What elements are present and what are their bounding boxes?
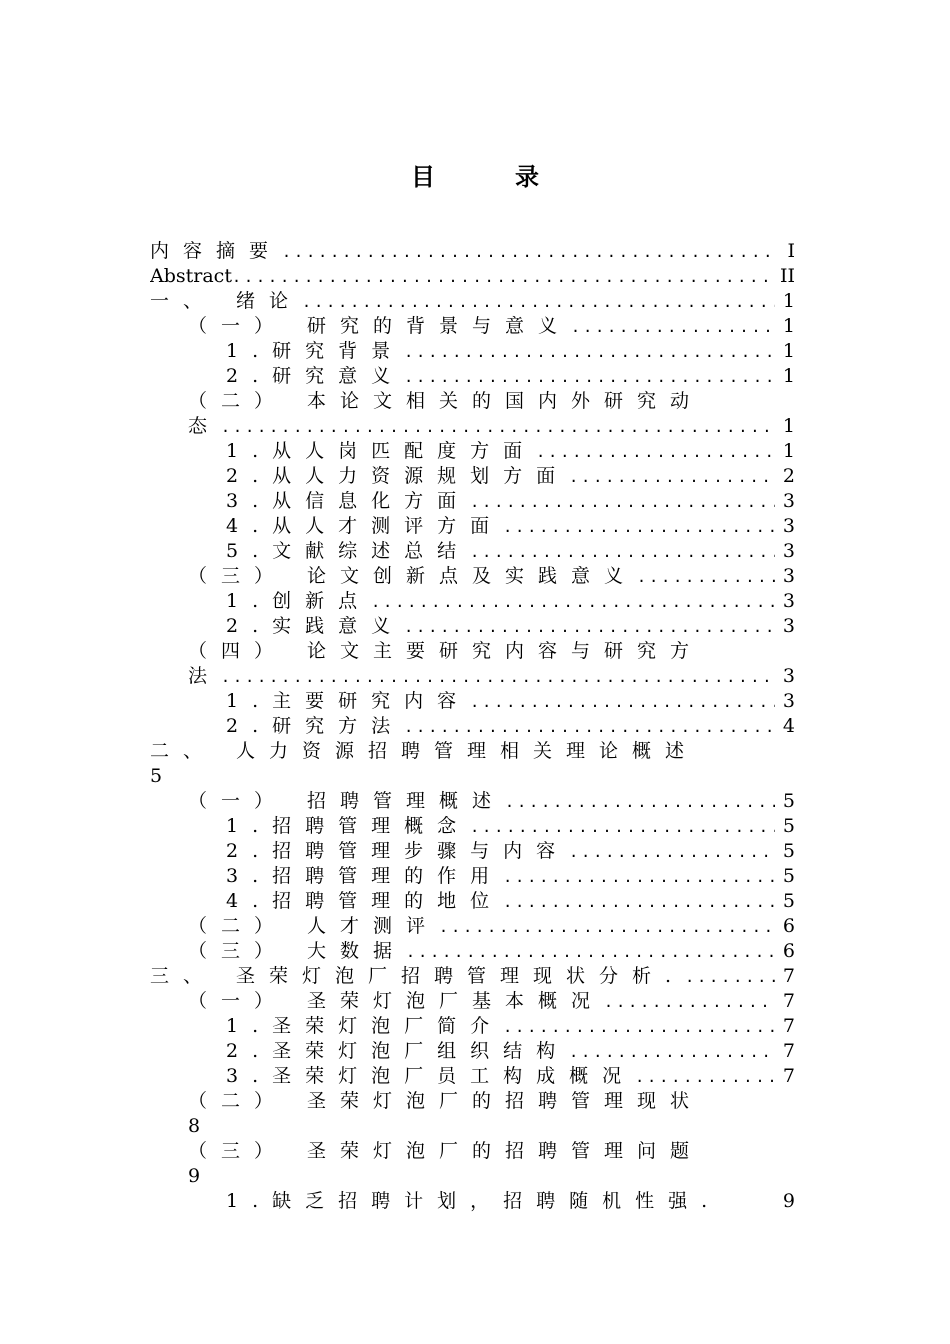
toc-entry[interactable] bbox=[150, 589, 795, 614]
toc-leader-dots bbox=[569, 840, 775, 864]
toc-entry-label: （一） 招聘管理概述 bbox=[188, 790, 506, 812]
toc-entry[interactable] bbox=[150, 489, 795, 514]
toc-entry[interactable] bbox=[150, 639, 795, 664]
toc-entry[interactable] bbox=[150, 939, 795, 964]
toc-entry-label: 3.招聘管理的作用 bbox=[226, 865, 504, 887]
title-char-left: 目 bbox=[411, 163, 435, 191]
toc-page-number: 3 bbox=[782, 565, 795, 587]
toc-page-number: 3 bbox=[782, 690, 795, 712]
toc-entry-label: （二） 本论文相关的国内外研究动 bbox=[188, 390, 704, 412]
toc-entry-label-cont: 法 bbox=[188, 665, 222, 687]
toc-leader-dots bbox=[569, 1040, 775, 1064]
toc-entry[interactable] bbox=[150, 1139, 795, 1164]
toc-page-number: 7 bbox=[782, 990, 795, 1012]
toc-entry-label: 5.文献综述总结 bbox=[226, 540, 471, 562]
toc-page-number: 3 bbox=[782, 665, 795, 687]
toc-page-number: 1 bbox=[782, 365, 795, 387]
toc-page-number: 7 bbox=[782, 965, 795, 987]
toc-page-number: 9 bbox=[782, 1190, 795, 1212]
toc-entry-label: （一） 圣荣灯泡厂基本概况 bbox=[188, 990, 605, 1012]
table-of-contents bbox=[150, 239, 795, 1214]
toc-entry-label: 2.研究方法 bbox=[226, 715, 405, 737]
toc-entry-label: 3.从信息化方面 bbox=[226, 490, 471, 512]
toc-page-number: 1 bbox=[782, 290, 795, 312]
page-title bbox=[0, 160, 950, 194]
toc-page-number: 5 bbox=[782, 840, 795, 862]
toc-page-number: 1 bbox=[782, 340, 795, 362]
toc-leader-dots bbox=[503, 890, 775, 914]
toc-entry-continuation[interactable] bbox=[150, 414, 795, 439]
toc-leader-dots bbox=[470, 815, 775, 839]
toc-page-number: 3 bbox=[782, 515, 795, 537]
toc-entry[interactable] bbox=[150, 514, 795, 539]
toc-entry-label: 4.招聘管理的地位 bbox=[226, 890, 504, 912]
toc-entry-continuation[interactable] bbox=[150, 664, 795, 689]
toc-entry-label: 2.从人力资源规划方面 bbox=[226, 465, 570, 487]
toc-entry-label: 4.从人才测评方面 bbox=[226, 515, 504, 537]
toc-page-number: 3 bbox=[782, 615, 795, 637]
toc-leader-dots bbox=[571, 315, 775, 339]
toc-entry[interactable] bbox=[150, 464, 795, 489]
toc-leader-dots bbox=[503, 865, 775, 889]
toc-leader-dots bbox=[232, 265, 774, 289]
toc-page-number: I bbox=[787, 240, 795, 262]
toc-leader-dots bbox=[536, 440, 775, 464]
toc-page-number: 7 bbox=[782, 1015, 795, 1037]
toc-entry-label: 3.圣荣灯泡厂员工构成概况 bbox=[226, 1065, 636, 1087]
toc-entry[interactable] bbox=[150, 989, 795, 1014]
toc-entry-label: （二） 人才测评 bbox=[188, 915, 440, 937]
toc-entry-label: （三） 圣荣灯泡厂的招聘管理问题 bbox=[188, 1140, 704, 1162]
toc-leader-dots bbox=[404, 615, 775, 639]
toc-leader-dots bbox=[635, 1065, 775, 1089]
toc-entry-label: （三） 大数据 bbox=[188, 940, 407, 962]
toc-leader-dots bbox=[404, 365, 775, 389]
toc-entry[interactable] bbox=[150, 839, 795, 864]
toc-leader-dots bbox=[221, 415, 775, 439]
toc-leader-dots bbox=[302, 290, 775, 314]
toc-entry-label: 2.研究意义 bbox=[226, 365, 405, 387]
toc-leader-dots bbox=[604, 990, 775, 1014]
toc-entry[interactable] bbox=[150, 364, 795, 389]
toc-entry-label: 1.招聘管理概念 bbox=[226, 815, 471, 837]
toc-entry-label: （三） 论文创新点及实践意义 bbox=[188, 565, 638, 587]
toc-page-number: 1 bbox=[782, 415, 795, 437]
toc-entry[interactable] bbox=[150, 1039, 795, 1064]
toc-entry-label: （一） 研究的背景与意义 bbox=[188, 315, 572, 337]
toc-page-number: 8 bbox=[188, 1115, 201, 1137]
toc-leader-dots bbox=[637, 565, 775, 589]
toc-entry[interactable] bbox=[150, 1089, 795, 1114]
toc-entry[interactable] bbox=[150, 239, 795, 264]
toc-entry[interactable] bbox=[150, 1064, 795, 1089]
toc-entry-label: （四） 论文主要研究内容与研究方 bbox=[188, 640, 704, 662]
toc-leader-dots bbox=[470, 540, 775, 564]
toc-entry-label: 1.圣荣灯泡厂简介 bbox=[226, 1015, 504, 1037]
toc-page-number: 5 bbox=[782, 890, 795, 912]
toc-page-number: 5 bbox=[782, 815, 795, 837]
toc-entry[interactable] bbox=[150, 864, 795, 889]
toc-entry-label: （二） 圣荣灯泡厂的招聘管理现状 bbox=[188, 1090, 704, 1112]
toc-leader-dots bbox=[439, 915, 775, 939]
toc-leader-dots bbox=[406, 940, 775, 964]
toc-entry[interactable] bbox=[150, 339, 795, 364]
toc-entry[interactable] bbox=[150, 814, 795, 839]
toc-entry-label: 二、 人力资源招聘管理相关理论概述 bbox=[150, 740, 699, 762]
toc-leader-dots bbox=[503, 515, 775, 539]
toc-entry[interactable] bbox=[150, 564, 795, 589]
toc-entry-label: 内容摘要 bbox=[150, 240, 283, 262]
toc-page-number: II bbox=[779, 265, 795, 287]
toc-leader-dots bbox=[404, 340, 775, 364]
toc-page-number: 5 bbox=[150, 765, 163, 787]
toc-entry[interactable] bbox=[150, 439, 795, 464]
toc-entry-label: 三、 圣荣灯泡厂招聘管理现状分析. bbox=[150, 965, 686, 987]
toc-page-number: 6 bbox=[782, 940, 795, 962]
toc-page-number: 1 bbox=[782, 440, 795, 462]
toc-page-number: 2 bbox=[782, 465, 795, 487]
toc-entry[interactable] bbox=[150, 914, 795, 939]
toc-entry-label: 2.实践意义 bbox=[226, 615, 405, 637]
toc-entry-label: 一、 绪论 bbox=[150, 290, 303, 312]
toc-leader-dots bbox=[371, 590, 775, 614]
toc-page-number: 9 bbox=[188, 1165, 201, 1187]
toc-entry-label: 1.研究背景 bbox=[226, 340, 405, 362]
toc-page-number: 3 bbox=[782, 540, 795, 562]
toc-leader-dots bbox=[569, 465, 775, 489]
toc-entry-label: 1.从人岗匹配度方面 bbox=[226, 440, 537, 462]
toc-entry[interactable] bbox=[150, 739, 795, 764]
toc-entry[interactable] bbox=[150, 1014, 795, 1039]
toc-page-number: 7 bbox=[782, 1040, 795, 1062]
toc-entry[interactable] bbox=[150, 314, 795, 339]
toc-entry-label: 1.主要研究内容 bbox=[226, 690, 471, 712]
toc-entry[interactable] bbox=[150, 289, 795, 314]
toc-entry[interactable] bbox=[150, 389, 795, 414]
toc-page-number: 3 bbox=[782, 490, 795, 512]
title-char-right: 录 bbox=[515, 163, 539, 191]
toc-page-number: 5 bbox=[782, 865, 795, 887]
toc-entry[interactable] bbox=[150, 964, 795, 989]
toc-leader-dots bbox=[282, 240, 775, 264]
toc-page-number: 5 bbox=[782, 790, 795, 812]
toc-entry-label: 2.招聘管理步骤与内容 bbox=[226, 840, 570, 862]
toc-entry-label-cont: 态 bbox=[188, 415, 222, 437]
toc-leader-dots bbox=[503, 1015, 775, 1039]
toc-entry-label: 1.缺乏招聘计划，招聘随机性强. bbox=[226, 1190, 722, 1212]
toc-entry-label: Abstract bbox=[150, 265, 232, 287]
toc-page-number: 6 bbox=[782, 915, 795, 937]
toc-entry[interactable] bbox=[150, 714, 795, 739]
toc-entry[interactable] bbox=[150, 689, 795, 714]
toc-entry[interactable] bbox=[150, 539, 795, 564]
toc-leader-dots bbox=[470, 690, 775, 714]
toc-leader-dots bbox=[404, 715, 775, 739]
toc-entry[interactable] bbox=[150, 789, 795, 814]
toc-page-number: 3 bbox=[782, 590, 795, 612]
toc-entry[interactable] bbox=[150, 889, 795, 914]
toc-entry-label: 2.圣荣灯泡厂组织结构 bbox=[226, 1040, 570, 1062]
toc-leader-dots bbox=[685, 965, 775, 989]
toc-entry-label: 1.创新点 bbox=[226, 590, 372, 612]
toc-page-number: 1 bbox=[782, 315, 795, 337]
toc-page-number: 4 bbox=[782, 715, 795, 737]
toc-leader-dots bbox=[221, 665, 775, 689]
toc-leader-dots bbox=[470, 490, 775, 514]
toc-entry[interactable] bbox=[150, 264, 795, 289]
toc-page-number: 7 bbox=[782, 1065, 795, 1087]
toc-entry[interactable] bbox=[150, 1189, 795, 1214]
toc-entry[interactable] bbox=[150, 614, 795, 639]
toc-leader-dots bbox=[505, 790, 775, 814]
